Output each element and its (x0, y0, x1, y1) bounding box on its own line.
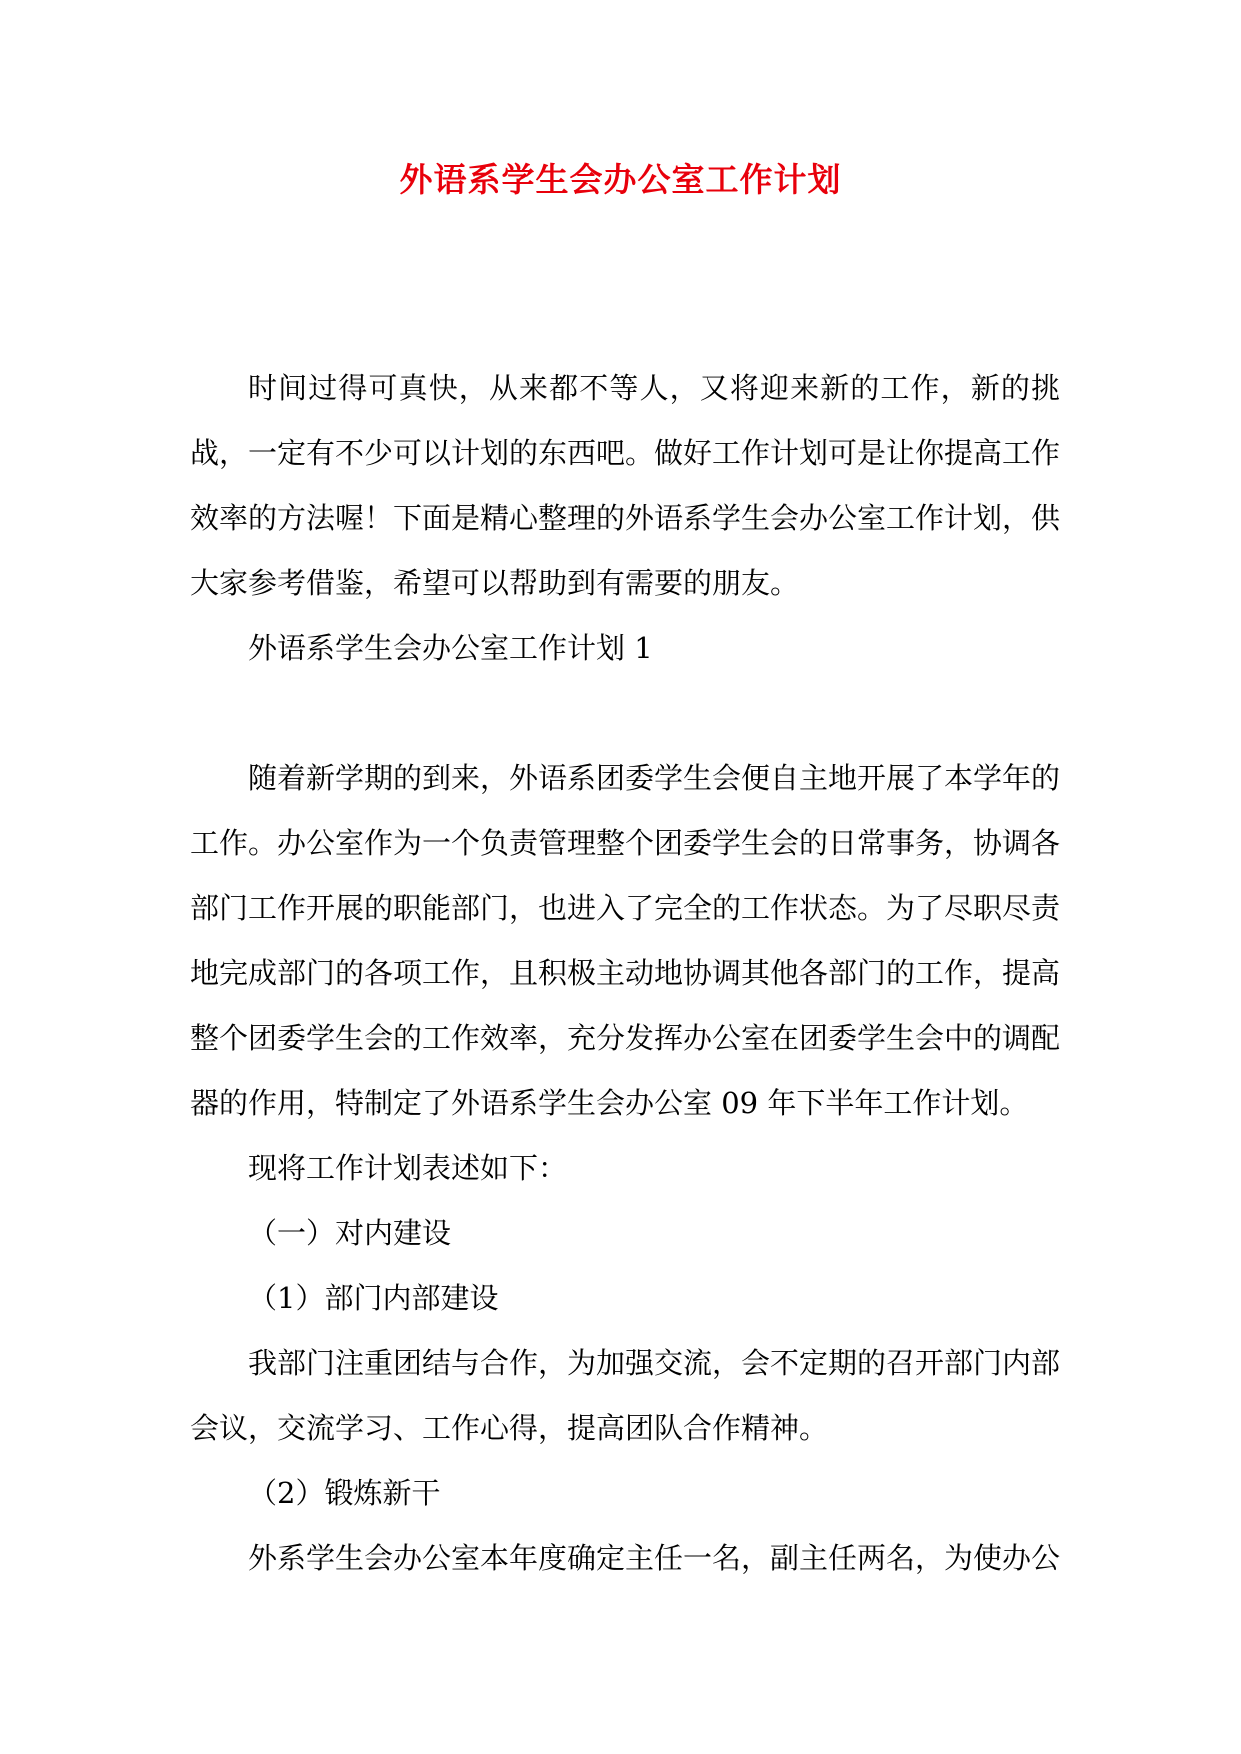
subheading-training-new-staff: （2）锻炼新干 (248, 1476, 441, 1510)
document-title: 外语系学生会办公室工作计划 (399, 160, 842, 199)
document-body (190, 356, 1060, 1591)
training-paragraph: 外系学生会办公室本年度确定主任一名，副主任两名，为使办公 (248, 1541, 1061, 1575)
background-paragraph: 随着新学期的到来，外语系团委学生会便自主地开展了本学年的工作。办公室作为一个负责管理整个团委学生会的日常事务，协调各部门工作开展的职能部门，也进入了完全的工作状态。为了尽职尽责地完成部门的各项工作，且积极主动地协调其他各部门的工作，提高整个团委学生会的工作效率，充分发挥办公室在团委学生会中的调配器的作用，特制定了外语系学生会办公室 09 年下半年工作计划。 (190, 761, 1061, 1120)
subheading-department-construction: （1）部门内部建设 (248, 1281, 499, 1315)
department-construction-paragraph: 我部门注重团结与合作，为加强交流，会不定期的召开部门内部会议，交流学习、工作心得，提高团队合作精神。 (190, 1346, 1061, 1445)
section-heading-plan-1: 外语系学生会办公室工作计划 1 (248, 631, 653, 665)
subheading-internal-construction: （一）对内建设 (248, 1216, 452, 1250)
plan-intro-line: 现将工作计划表述如下： (248, 1151, 568, 1185)
intro-paragraph: 时间过得可真快，从来都不等人，又将迎来新的工作，新的挑战，一定有不少可以计划的东西吧。做好工作计划可是让你提高工作效率的方法喔！下面是精心整理的外语系学生会办公室工作计划，供大家参考借鉴，希望可以帮助到有需要的朋友。 (190, 371, 1061, 600)
